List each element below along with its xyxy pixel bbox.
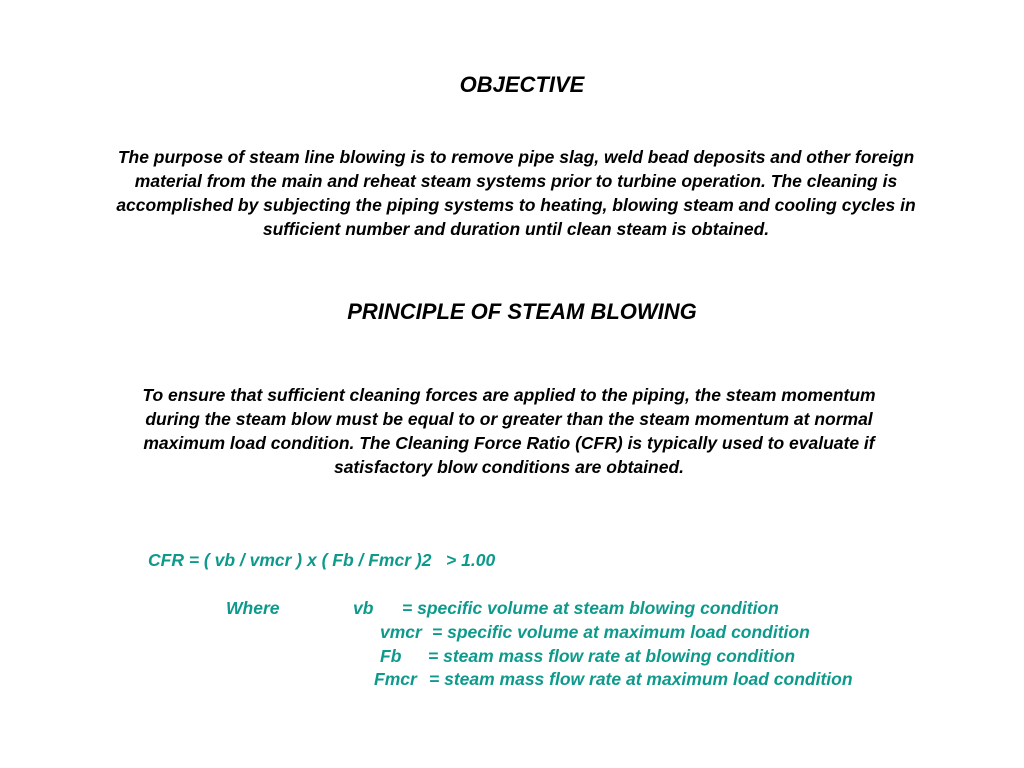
definition-symbol: vmcr	[380, 622, 422, 642]
objective-heading: OBJECTIVE	[459, 72, 585, 97]
objective-line: material from the main and reheat steam systems prior to turbine operation. The cleaning is	[134, 171, 898, 191]
principle-paragraph	[40, 383, 978, 479]
definition-symbol: vb	[353, 598, 374, 618]
definition-meaning: = steam mass flow rate at blowing condition	[428, 646, 796, 666]
definition-symbol: Fb	[380, 646, 402, 666]
principle-line: satisfactory blow conditions are obtained.	[333, 457, 685, 477]
cfr-equation: CFR = ( vb / vmcr ) x ( Fb / Fmcr )2 > 1.00	[148, 550, 496, 570]
principle-heading: PRINCIPLE OF STEAM BLOWING	[347, 299, 697, 324]
principle-line: maximum load condition. The Cleaning Force Ratio (CFR) is typically used to evaluate if	[143, 433, 875, 453]
objective-line: The purpose of steam line blowing is to remove pipe slag, weld bead deposits and other foreign	[117, 147, 915, 167]
objective-line: sufficient number and duration until clean steam is obtained.	[262, 219, 770, 239]
definition-symbol: Fmcr	[374, 669, 417, 689]
definition-meaning: = specific volume at maximum load condition	[432, 622, 810, 642]
definition-meaning: = steam mass flow rate at maximum load condition	[429, 669, 853, 689]
principle-line: during the steam blow must be equal to or greater than the steam momentum at normal	[145, 409, 873, 429]
where-label: Where	[226, 598, 280, 618]
definition-meaning: = specific volume at steam blowing condition	[402, 598, 779, 618]
principle-line: To ensure that sufficient cleaning forces are applied to the piping, the steam momentum	[142, 385, 876, 405]
objective-line: accomplished by subjecting the piping systems to heating, blowing steam and cooling cycles in	[116, 195, 916, 215]
objective-paragraph	[40, 145, 992, 241]
